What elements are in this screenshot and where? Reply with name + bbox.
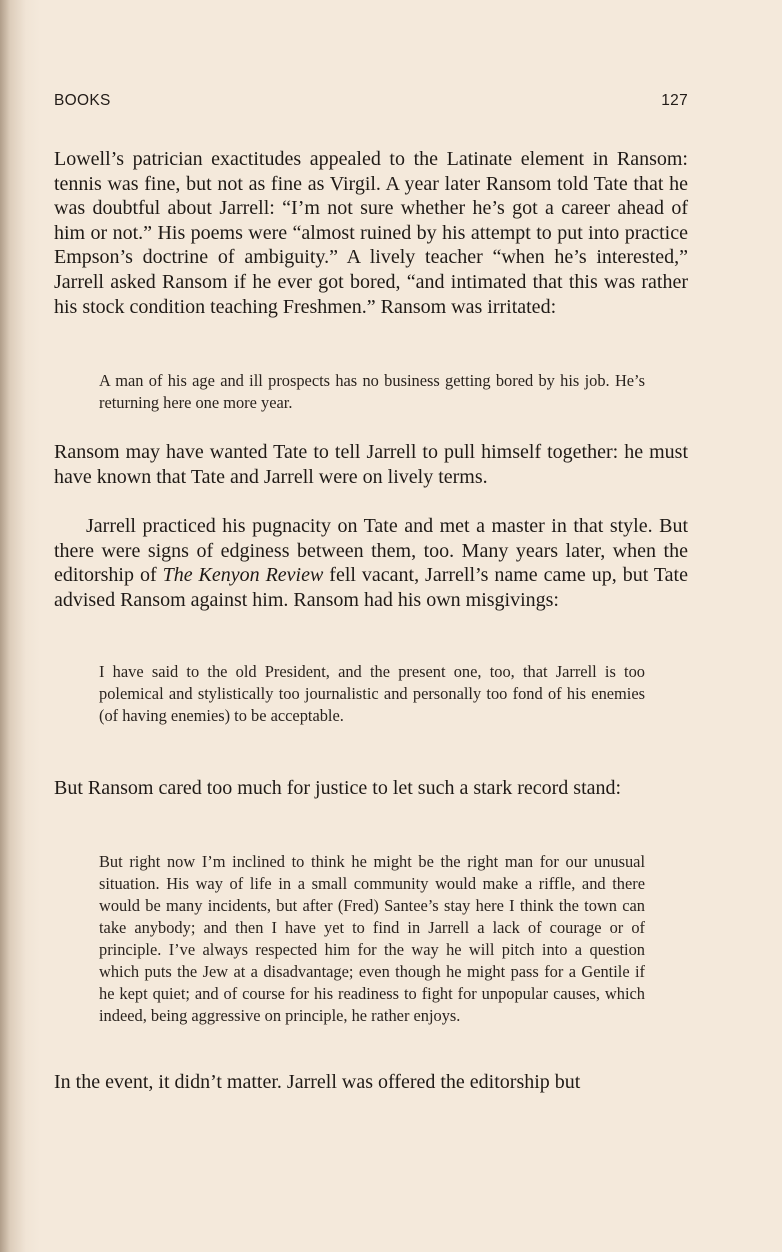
paragraph-in-the-event [54, 1070, 688, 1095]
paragraph-text: Ransom may have wanted Tate to tell Jarrell to pull himself together: he must have known that Tate and Jarrell were on lively terms. [54, 441, 688, 488]
paragraph-lowell-ransom [54, 147, 688, 319]
paragraph-text: But Ransom cared too much for justice to let such a stark record stand: [54, 777, 622, 799]
running-head [54, 92, 688, 112]
paragraph-text: Lowell’s patrician exactitudes appealed to the Latinate element in Ransom: tennis was fine, but not as fine as Virgil. A year later Ransom told Tate that he was doubtful about Jarrell: “I’m not sure whether he’s got a career ahead of him or not.” His poems were “almost ruined by his attempt to put into practice Empson’s doctrine of ambiguity.” A lively teacher “when he’s interested,” Jarrell asked Ransom if he ever got bored, “and intimated that this was rather his stock condition teaching Freshmen.” Ransom was irritated: [54, 148, 688, 318]
paragraph-text-end: fell vacant, Jarrell’s name came up, but Tate advised Ransom against him. Ransom had his own misgivings: [54, 564, 688, 611]
paragraph-text-start: Jarrell practiced his pugnacity on Tate and met a master in that style. But there were signs of edginess between them, too. Many years later, when the editorship of [54, 515, 688, 587]
block-quote-bored: A man of his age and ill prospects has no business getting bored by his job. He’s returning here one more year. [99, 371, 645, 412]
section-title: BOOKS [54, 92, 111, 109]
journal-title: The Kenyon Review [162, 564, 324, 587]
paragraph-text: In the event, it didn’t matter. Jarrell was offered the editorship but [54, 1071, 581, 1093]
paragraph-text [54, 514, 688, 612]
page-number: 127 [661, 92, 688, 109]
paragraph-justice [54, 776, 688, 801]
paragraph-kenyon-review [54, 514, 688, 612]
paragraph-pull-together [54, 440, 688, 489]
block-quote-president: I have said to the old President, and the present one, too, that Jarrell is too polemical and stylistically too journalistic and personally too fond of his enemies (of having enemies) to be acceptable. [99, 662, 645, 725]
block-quote-right-man: But right now I’m inclined to think he might be the right man for our unusual situation. His way of life in a small community would make a riffle, and there would be many incidents, but after (Fred) Santee’s stay here I think the town can take anybody; and then I have yet to find in Jarrell a lack of courage or of principle. I’ve always respected him for the way he will pitch into a question which puts the Jew at a disadvantage; even though he might pass for a Gentile if he kept quiet; and of course for his readiness to fight for unpopular causes, which indeed, being aggressive on principle, he rather enjoys. [99, 852, 645, 1025]
